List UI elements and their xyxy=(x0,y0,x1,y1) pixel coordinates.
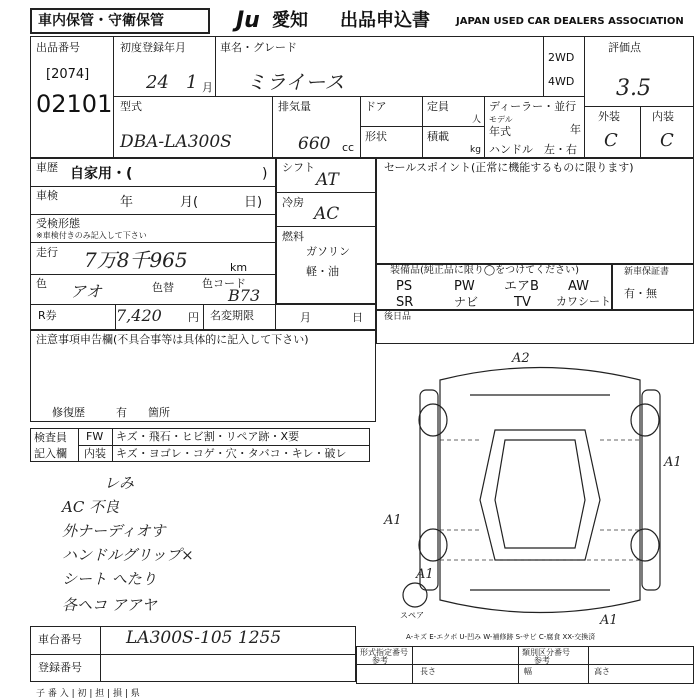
option-tv: TV xyxy=(514,295,531,310)
fw-row: キズ・飛石・ヒビ割・リペア跡・X要 xyxy=(116,430,300,443)
damage-mark-a1-right: A1 xyxy=(664,455,682,470)
inspection-day: 日) xyxy=(244,195,263,210)
ac-value: AC xyxy=(314,204,340,224)
later-label: 後日品 xyxy=(384,312,412,322)
first-reg-month: 1 xyxy=(186,72,198,93)
model-year-label: モデル xyxy=(489,115,513,124)
ref-2: 参考 xyxy=(534,656,550,665)
year-label: 年 xyxy=(570,123,581,136)
ju-logo: Ju xyxy=(236,8,260,33)
handle-label: ハンドル xyxy=(489,143,533,156)
door-label: ドア xyxy=(365,100,387,113)
r-ticket-label: R券 xyxy=(38,309,57,322)
ac-label: 冷房 xyxy=(282,196,304,209)
color-code-label: 色コード xyxy=(202,277,246,290)
color-label: 色 xyxy=(36,277,47,290)
displacement-value: 660 xyxy=(298,134,331,154)
repair-label: 修復歴 xyxy=(52,406,85,419)
note-line-3: 外ナーディオす xyxy=(62,522,166,540)
fuel-gasoline: ガソリン xyxy=(306,245,350,258)
listing-number-label: 出品番号 xyxy=(36,41,80,54)
shape-label: 形状 xyxy=(365,130,387,143)
category-label: 類別区分番号 xyxy=(522,648,570,657)
load-unit: kg xyxy=(470,145,481,155)
model-value: DBA-LA300S xyxy=(120,132,232,152)
damage-mark-a1-spare: A1 xyxy=(416,567,434,582)
ref-1: 参考 xyxy=(372,656,388,665)
interior-row: キズ・ヨゴレ・コゲ・穴・タバコ・キレ・破レ xyxy=(116,447,347,460)
cc-unit: cc xyxy=(342,141,355,154)
org-name: 愛知 xyxy=(272,10,308,31)
certified-label: 形式指定番号 xyxy=(360,648,408,657)
capacity-label: 定員 xyxy=(427,100,449,113)
interior-label: 内装 xyxy=(652,110,674,123)
name-change-month: 月 xyxy=(300,311,311,324)
model-label: 型式 xyxy=(120,100,142,113)
english-title: JAPAN USED CAR DEALERS ASSOCIATION xyxy=(456,16,684,27)
r-ticket-unit: 円 xyxy=(188,311,199,324)
drive-4wd: 4WD xyxy=(548,75,575,88)
inspection-month: 月( xyxy=(180,195,199,210)
listing-number: 02101 xyxy=(36,90,113,118)
sales-point-label: セールスポイント(正常に機能するものに限ります) xyxy=(384,161,634,174)
use-value: 自家用・( xyxy=(70,166,133,182)
chassis-label: 車台番号 xyxy=(38,633,82,646)
chassis-value: LA300S-105 1255 xyxy=(126,628,282,648)
spare-label: スペア xyxy=(400,611,424,620)
repair-value: 有 xyxy=(116,406,127,419)
option-ps: PS xyxy=(396,279,413,294)
car-name-label: 車名・グレード xyxy=(220,41,297,54)
first-reg-year: 24 xyxy=(146,72,169,93)
note-line-2: AC 不良 xyxy=(62,498,120,516)
bottom-strip: 子 番 入 | 初 | 担 | 損 | 県 xyxy=(36,689,140,699)
dealer-label: ディーラー・並行 xyxy=(489,100,577,113)
handle-options: 左・右 xyxy=(544,143,577,156)
mileage-label: 走行 xyxy=(36,246,58,259)
option-sr: SR xyxy=(396,295,414,310)
option-leather: カワシート xyxy=(556,295,611,308)
use-label: 車歴 xyxy=(36,161,58,174)
dim-height: 高さ xyxy=(594,667,610,676)
reg-label: 登録番号 xyxy=(38,661,82,674)
drive-2wd: 2WD xyxy=(548,51,575,64)
exterior-grade: C xyxy=(604,130,618,151)
storage-badge-text: 車内保管・守衛保管 xyxy=(38,13,164,29)
color-code-value: B73 xyxy=(228,286,261,305)
note-line-6: 各ヘコ アアヤ xyxy=(62,596,157,614)
receipt-label: 受検形態 xyxy=(36,217,80,230)
month-suffix: 月 xyxy=(202,81,213,94)
dim-width: 幅 xyxy=(524,667,532,676)
inspector-label: 検査員 xyxy=(34,431,67,444)
entry-label: 記入欄 xyxy=(34,447,67,460)
option-pw: PW xyxy=(454,279,475,294)
listing-slot: [2074] xyxy=(46,67,90,82)
form-title: 出品申込書 xyxy=(340,10,430,31)
remarks-label: 注意事項申告欄(不具合事等は具体的に記入して下さい) xyxy=(36,333,309,346)
interior-row-label: 内装 xyxy=(84,447,106,460)
dim-length: 長さ xyxy=(420,667,436,676)
damage-mark-a1-rear: A1 xyxy=(600,613,618,628)
options-label: 装備品(純正品に限り◯をつけてください) xyxy=(390,265,579,276)
note-line-1: レみ xyxy=(104,474,135,492)
warranty-options: 有・無 xyxy=(624,287,657,300)
color-value: アオ xyxy=(70,282,102,301)
damage-legend: A-キズ E-エクボ U-凹み W-補修跡 S-サビ C-腐食 XX-交換済 xyxy=(406,633,596,641)
shift-value: AT xyxy=(316,170,339,190)
inspection-label: 車検 xyxy=(36,189,58,202)
damage-mark-a2: A2 xyxy=(512,351,530,366)
mileage-value: 7万8千965 xyxy=(84,248,188,272)
fw-label: FW xyxy=(86,430,104,443)
name-change-day: 日 xyxy=(352,311,363,324)
option-aw: AW xyxy=(568,279,590,294)
fuel-label: 燃料 xyxy=(282,230,304,243)
eval-score: 3.5 xyxy=(616,76,651,101)
fuel-diesel: 軽・油 xyxy=(306,265,339,278)
note-line-5: シート へたり xyxy=(62,570,157,588)
model-year-suffix: 年式 xyxy=(489,125,511,138)
note-line-4: ハンドルグリップ× xyxy=(62,546,194,564)
receipt-note: ※車検付きのみ記入して下さい xyxy=(36,231,147,240)
inspection-year: 年 xyxy=(120,195,134,210)
name-change-label: 名変期限 xyxy=(210,309,254,322)
repair-point: 箇所 xyxy=(148,406,170,419)
interior-grade: C xyxy=(660,130,674,151)
r-ticket-value: 7,420 xyxy=(116,306,162,325)
warranty-label: 新車保証書 xyxy=(624,267,670,277)
eval-label: 評価点 xyxy=(608,41,641,54)
displacement-label: 排気量 xyxy=(278,100,311,113)
mileage-unit: km xyxy=(230,261,248,274)
option-airbag: エアB xyxy=(504,279,539,294)
capacity-unit: 人 xyxy=(472,115,482,125)
car-name: ミライース xyxy=(246,70,345,94)
exterior-label: 外装 xyxy=(598,110,620,123)
option-navi: ナビ xyxy=(454,295,479,309)
color-change-label: 色替 xyxy=(152,281,174,294)
load-label: 積載 xyxy=(427,130,449,143)
shift-label: シフト xyxy=(282,161,315,174)
damage-mark-a1-left: A1 xyxy=(384,513,402,528)
first-reg-label: 初度登録年月 xyxy=(120,41,186,54)
use-close: ) xyxy=(262,166,268,182)
